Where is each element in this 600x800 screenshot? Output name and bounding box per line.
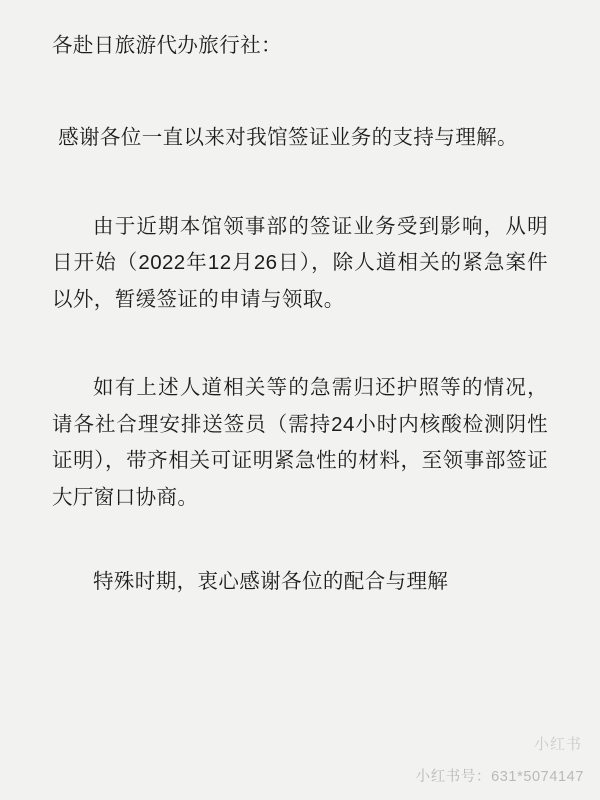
paragraph-thanks: 感谢各位一直以来对我馆签证业务的支持与理解。 bbox=[52, 126, 518, 150]
paragraph-suspension-notice: 由于近期本馆领事部的签证业务受到影响，从明日开始（2022年12月26日），除人道相关的紧急案件以外，暂缓签证的申请与领取。 bbox=[52, 214, 548, 311]
paragraph-closing: 特殊时期，衷心感谢各位的配合与理解 bbox=[93, 570, 449, 594]
paragraph-spacer bbox=[52, 516, 548, 564]
paragraph-urgent-procedure: 如有上述人道相关等的急需归还护照等的情况，请各社合理安排送签员（需持24小时内核酸检测阴性证明），带齐相关可证明紧急性的材料，至领事部签证大厅窗口协商。 bbox=[52, 376, 548, 509]
paragraph-spacer bbox=[52, 318, 548, 370]
paragraph-spacer bbox=[52, 64, 548, 120]
salutation-line: 各赴日旅游代办旅行社： bbox=[52, 34, 282, 57]
paragraph-spacer bbox=[52, 157, 548, 209]
watermark-user-id: 小红书号：631*5074147 bbox=[415, 769, 584, 785]
document-body bbox=[52, 28, 548, 601]
watermark-logo: 小红书 bbox=[533, 736, 582, 753]
